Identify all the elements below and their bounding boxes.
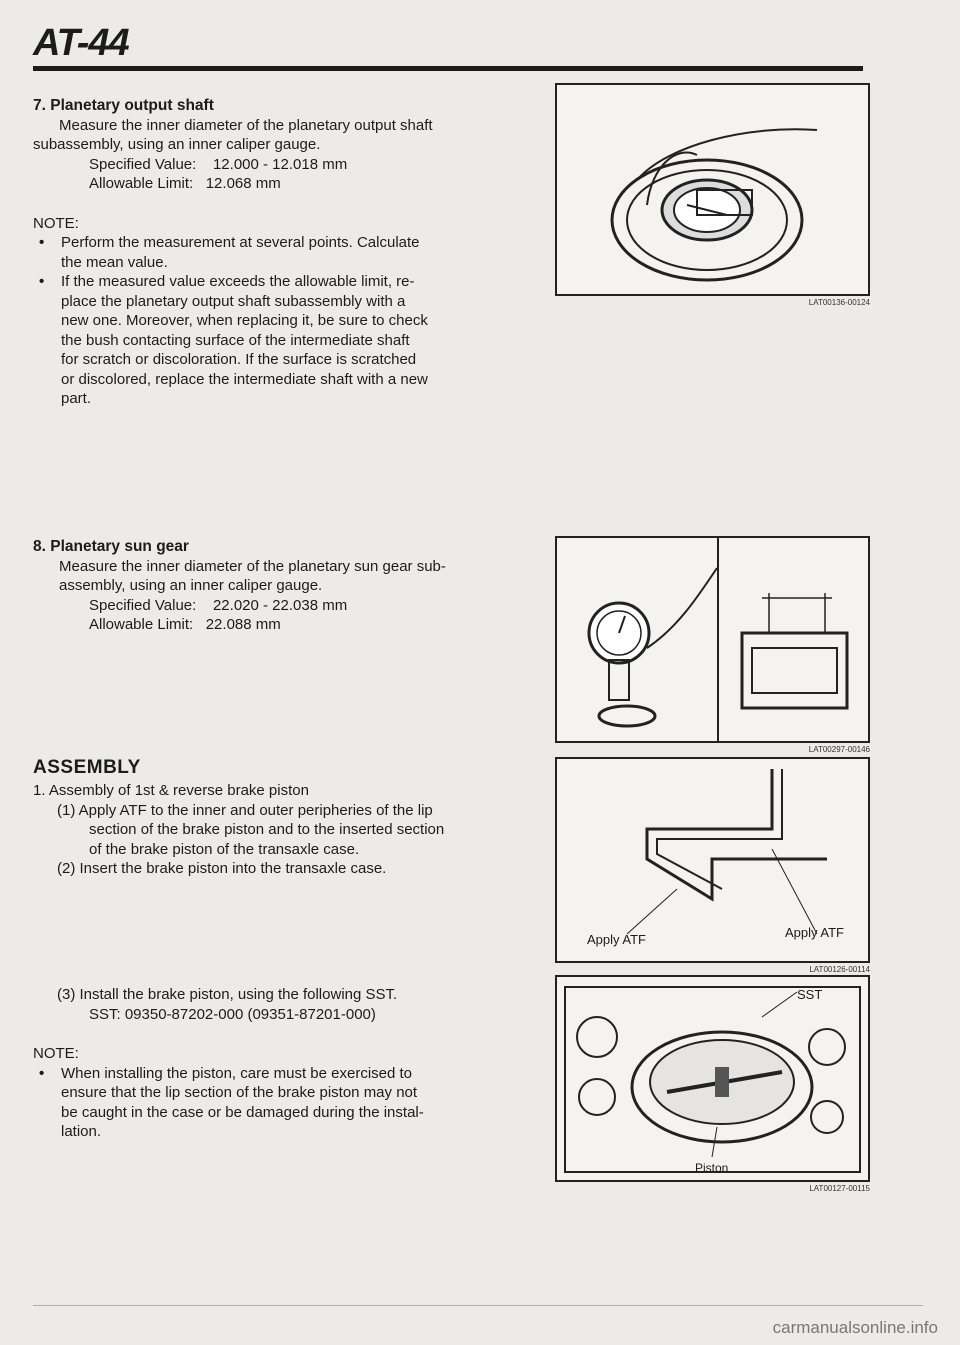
bullet-1-line: Perform the measurement at several points. Calculate — [61, 234, 420, 251]
assembly-note-bullet: • When installing the piston, care must be exercised to ensure that the lip section of the brake piston may not be caught in the case or be damaged during the instal- lation. — [39, 1064, 424, 1140]
apply-atf-label-right: Apply ATF — [785, 925, 845, 940]
section-8-line1: Measure the inner diameter of the planetary sun gear sub- — [59, 557, 446, 575]
figure-brake-piston-apply-atf — [555, 757, 870, 963]
sun-gear-illustration — [557, 538, 868, 741]
bullet-2-line: If the measured value exceeds the allowable limit, re- — [61, 273, 415, 290]
bullet-2-line: the bush contacting surface of the intermediate shaft — [61, 331, 410, 349]
note-line: lation. — [61, 1123, 102, 1140]
section-7-allowable: Allowable Limit: 12.068 mm — [89, 175, 281, 192]
section-8-line2: assembly, using an inner caliper gauge. — [59, 577, 323, 594]
bullet-2-line: place the planetary output shaft subassembly with a — [61, 292, 406, 310]
section-8-allowable: Allowable Limit: 22.088 mm — [89, 616, 281, 633]
assembly-sub-1 — [33, 801, 543, 860]
figure-1-code: LAT00136-00124 — [808, 298, 870, 307]
note-line: ensure that the lip section of the brake piston may not — [61, 1084, 418, 1101]
section-7-note-label: NOTE: — [33, 214, 79, 232]
section-7-bullet-2: • If the measured value exceeds the allowable limit, re- place the planetary output shaft subassembly with a new one. Moreover, when replacing it, be sure to check the bush contacting surface of the intermediate shaft for scratch or discoloration. If the surface is scratched or discolored, replace the intermediate shaft with a new part. — [39, 273, 428, 407]
section-7-title: 7. Planetary output shaft — [33, 97, 214, 114]
brake-piston-illustration — [557, 759, 868, 961]
section-7-line2: subassembly, using an inner caliper gauge. — [33, 136, 321, 153]
bullet-2-line: new one. Moreover, when replacing it, be sure to check — [61, 312, 428, 329]
sub-1-line: (1) Apply ATF to the inner and outer peripheries of the lip — [57, 801, 433, 819]
sst-install-illustration — [557, 977, 868, 1180]
section-8-specified: Specified Value: 22.020 - 22.038 mm — [89, 596, 348, 614]
assembly-sst: SST: 09350-87202-000 (09351-87201-000) — [89, 1005, 376, 1023]
note-line: When installing the piston, care must be exercised to — [61, 1064, 413, 1082]
section-8 — [33, 537, 543, 635]
sst-label: SST — [797, 987, 823, 1002]
page-code: AT-44 — [33, 22, 129, 64]
figure-caliper-sun-gear — [555, 536, 870, 743]
figure-3-code: LAT00126-00114 — [809, 965, 870, 974]
assembly-section — [33, 757, 543, 879]
section-7-bullet-1: • Perform the measurement at several points. Calculate the mean value. — [39, 234, 420, 271]
figure-caliper-output-shaft — [555, 83, 870, 296]
assembly-note-label: NOTE: — [33, 1045, 79, 1062]
section-8-title: 8. Planetary sun gear — [33, 538, 189, 555]
bullet-2-line: or discolored, replace the intermediate shaft with a new — [61, 370, 428, 388]
bullet-2-line: part. — [61, 390, 92, 407]
bullet-2-line: for scratch or discoloration. If the surface is scratched — [61, 351, 417, 368]
header-rule — [33, 66, 863, 71]
caliper-gauge-illustration — [557, 85, 868, 294]
assembly-sub-3: (3) Install the brake piston, using the following SST. — [57, 986, 398, 1003]
piston-label: Piston — [695, 1161, 729, 1175]
section-7-specified: Specified Value: 12.000 - 12.018 mm — [89, 155, 348, 173]
figure-4-code: LAT00127-00115 — [809, 1184, 870, 1193]
section-7 — [33, 96, 533, 409]
assembly-title: ASSEMBLY — [33, 757, 141, 778]
sub-1-line: of the brake piston of the transaxle case. — [89, 840, 360, 858]
figure-2-code: LAT00297-00146 — [808, 745, 870, 754]
bullet-1-line: the mean value. — [61, 253, 168, 271]
assembly-sub-3-block — [33, 985, 537, 1142]
figure-sst-piston-install — [555, 975, 870, 1182]
assembly-sub-2: (2) Insert the brake piston into the transaxle case. — [57, 860, 387, 877]
footer-rule — [33, 1305, 923, 1306]
assembly-step-1: 1. Assembly of 1st & reverse brake piston — [33, 782, 309, 799]
site-watermark: carmanualsonline.info — [772, 1318, 938, 1337]
apply-atf-label-left: Apply ATF — [587, 932, 647, 947]
sub-1-line: section of the brake piston and to the inserted section — [89, 821, 445, 838]
note-line: be caught in the case or be damaged during the instal- — [61, 1103, 424, 1121]
section-7-line1: Measure the inner diameter of the planetary output shaft — [59, 116, 433, 134]
